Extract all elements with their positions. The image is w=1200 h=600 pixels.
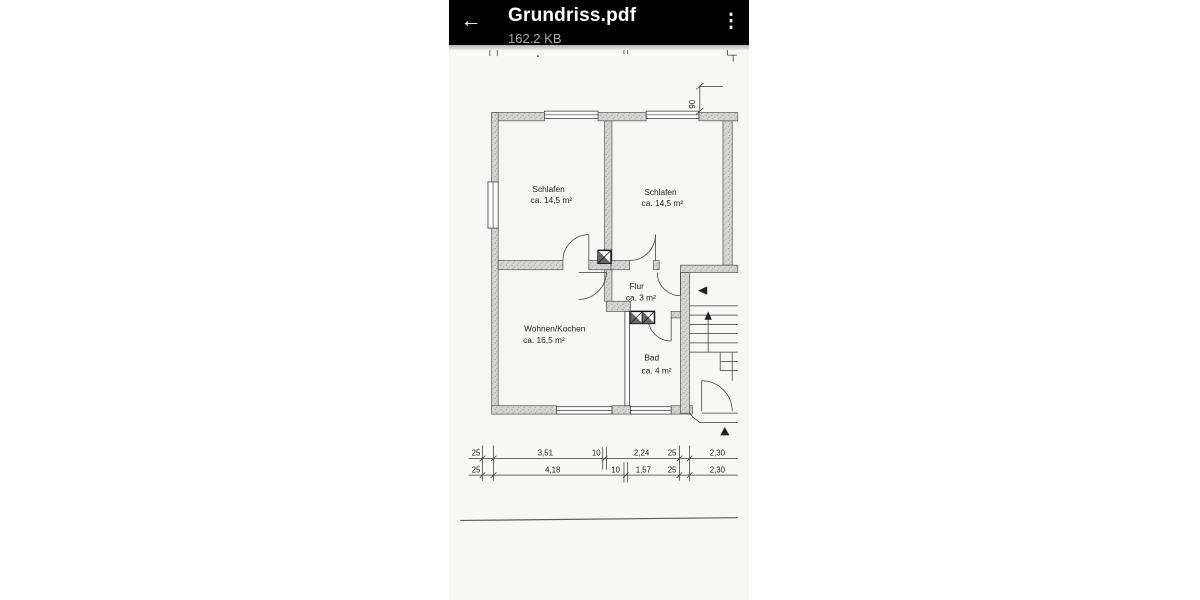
window-top-right: [646, 111, 699, 118]
dim-r1-224: 2,24: [633, 448, 650, 458]
walls: [492, 113, 738, 415]
dim-r2-25b: 25: [667, 465, 677, 475]
shaft-2: [630, 311, 642, 323]
page-rule-line: [460, 518, 738, 521]
dim-r1-25b: 25: [667, 448, 677, 458]
window-top-left: [544, 111, 598, 118]
dim-r2-230: 2,30: [709, 465, 726, 475]
dim-r2-25a: 25: [471, 465, 481, 475]
dim-r1-10: 10: [591, 448, 601, 458]
entrance-direction-marker: [698, 286, 707, 294]
dimension-row-2: [469, 462, 738, 482]
shaft-3: [642, 311, 654, 323]
overflow-menu-icon[interactable]: ⋮: [721, 11, 741, 32]
door-stairwell: [702, 381, 733, 412]
staircase: [690, 306, 738, 381]
room-label-flur: Flur: [629, 281, 644, 292]
room-area-flur: ca. 3 m²: [625, 292, 656, 303]
floor-plan-page[interactable]: [449, 45, 749, 600]
room-area-schlafen-right: ca. 14,5 m²: [641, 197, 684, 208]
document-file-size: 162.2 KB: [508, 31, 562, 45]
window-bottom-right: [630, 407, 671, 414]
room-label-bad: Bad: [644, 352, 660, 363]
appbar-shadow: [449, 45, 749, 50]
dim-r2-10: 10: [611, 465, 621, 475]
exterior-landing: [690, 413, 738, 422]
dim-r1-351: 3,51: [537, 448, 553, 458]
window-left: [488, 182, 498, 228]
north-triangle-marker: [720, 427, 729, 435]
door-living-room: [579, 272, 607, 300]
dim-r2-418: 4,18: [545, 465, 561, 475]
door-bedroom-right: [630, 235, 656, 261]
shaft-1: [598, 250, 611, 263]
dim-r1-230: 2,30: [709, 448, 726, 458]
room-area-wohnen-kochen: ca. 16,5 m²: [523, 334, 565, 345]
app-bar: [449, 0, 749, 45]
room-area-bad: ca. 4 m²: [641, 365, 672, 376]
room-label-schlafen-right: Schlafen: [644, 186, 677, 197]
room-label-schlafen-left: Schlafen: [532, 184, 565, 195]
room-area-schlafen-left: ca. 14,5 m²: [530, 195, 573, 206]
document-title: Grundriss.pdf: [508, 5, 637, 26]
back-button[interactable]: ←: [460, 9, 482, 32]
stair-direction-arrow: [704, 311, 711, 352]
vertical-dimension-90: [688, 83, 723, 114]
pdf-viewer-app: [449, 0, 749, 600]
door-entrance: [657, 273, 680, 296]
room-label-wohnen-kochen: Wohnen/Kochen: [524, 323, 586, 334]
dimension-label-90: 90: [688, 99, 698, 109]
room-labels: [523, 184, 683, 375]
dim-r1-25a: 25: [471, 448, 481, 458]
window-bottom-left: [556, 407, 612, 414]
dim-r2-157: 1,57: [635, 465, 652, 475]
door-bedroom-left: [563, 235, 589, 261]
